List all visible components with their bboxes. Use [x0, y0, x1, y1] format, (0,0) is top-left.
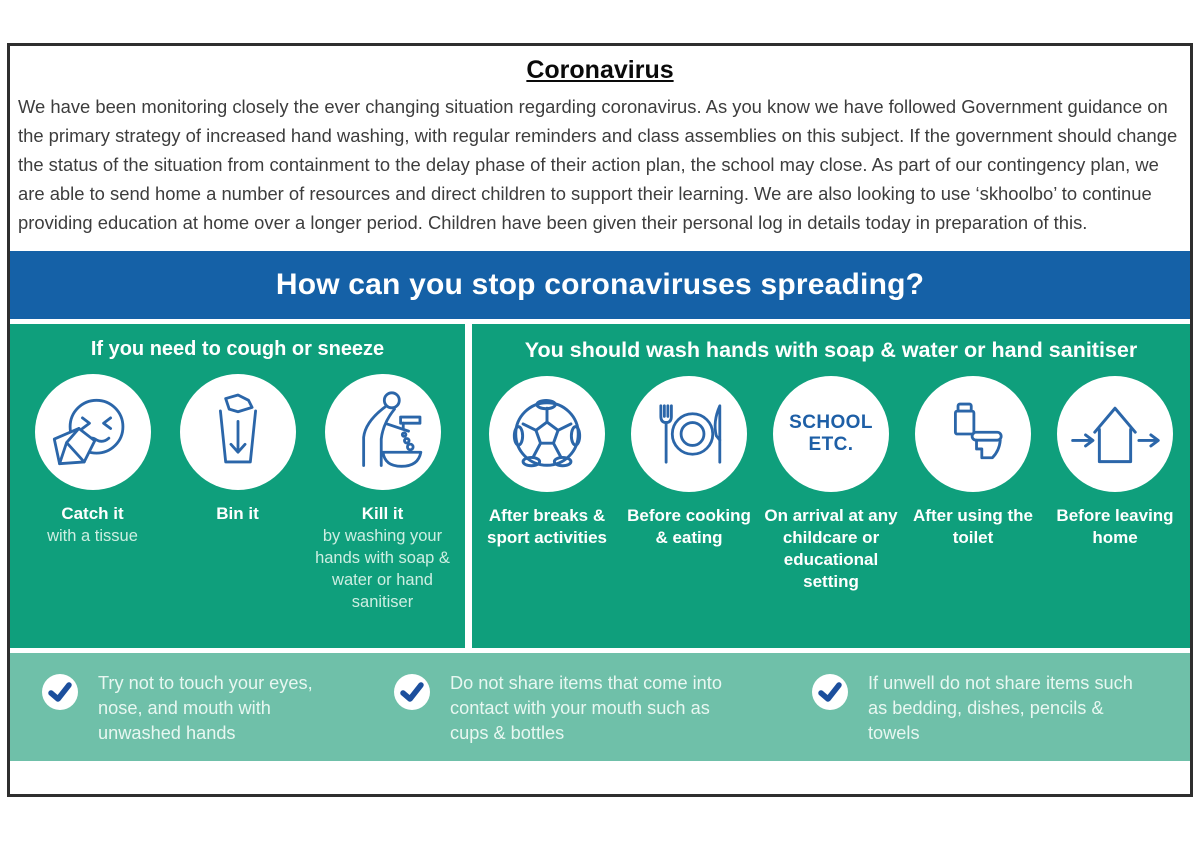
bin-it-item: [168, 374, 308, 613]
house-arrows-icon: [1057, 376, 1173, 492]
bin-icon: [180, 374, 296, 490]
spreading-banner: [10, 251, 1190, 319]
school-arrival-item: [763, 376, 899, 593]
wash-panel-header: You should wash hands with soap & water or hand sanitiser: [524, 338, 1138, 362]
infographic-panels: [10, 324, 1190, 648]
cough-icon-row: [10, 361, 465, 613]
toilet-icon: [915, 376, 1031, 492]
cough-panel-header: If you need to cough or sneeze: [90, 338, 385, 360]
item-label: After using the toilet: [913, 506, 1033, 547]
tip-text: Do not share items that come into contact with your mouth such as cups & bottles: [450, 673, 722, 743]
toilet-item: [905, 376, 1041, 593]
item-label: Catch it: [61, 504, 124, 523]
panel-divider: [465, 324, 472, 648]
item-label: Kill it: [361, 504, 404, 523]
sneeze-face-tissue-icon: [35, 374, 151, 490]
hygiene-tips-footer: [10, 653, 1190, 761]
school-etc-badge: [773, 376, 889, 492]
leaving-home-item: [1047, 376, 1183, 593]
item-label: Before leaving home: [1056, 506, 1174, 547]
handwash-icon: [325, 374, 441, 490]
item-label: On arrival at any childcare or educational setting: [764, 506, 898, 591]
item-label: Before cooking & eating: [627, 506, 751, 547]
cutlery-plate-icon: [631, 376, 747, 492]
catch-it-item: [23, 374, 163, 613]
tip-text: If unwell do not share items such as bedding, dishes, pencils & towels: [868, 673, 1133, 743]
tip-touch-face: [42, 671, 320, 746]
item-sublabel: by washing your hands with soap & water or hand sanitiser: [315, 527, 450, 611]
item-sublabel: with a tissue: [47, 527, 138, 545]
school-etc-text: SCHOOL ETC.: [789, 412, 873, 455]
page-title: Coronavirus: [526, 56, 674, 84]
check-icon: [42, 674, 78, 710]
tip-share-items-mouth: [394, 671, 750, 746]
item-label: After breaks & sport activities: [487, 506, 607, 547]
check-icon: [394, 674, 430, 710]
newsletter-document: [7, 43, 1193, 797]
football-icon: [489, 376, 605, 492]
banner-title: How can you stop coronaviruses spreading?: [275, 268, 925, 301]
cough-sneeze-panel: [10, 324, 465, 648]
tip-unwell-share: [812, 671, 1153, 746]
intro-paragraph: We have been monitoring closely the ever changing situation regarding coronavirus. As you know we have followed Government guidance on the primary strategy of increased hand washing, with regular reminders and class assemblies on this subject. If the government should change the status of the situation from containment to the delay phase of their action plan, the school may close. As part of our contingency plan, we are able to send home a number of resources and direct children to support their learning. We are also looking to use ‘skhoolbo’ to continue providing education at home over a longer period. Children have been given their personal log in details today in preparation of this.: [18, 96, 1178, 233]
after-breaks-item: [479, 376, 615, 593]
item-label: Bin it: [216, 504, 259, 523]
kill-it-item: [313, 374, 453, 613]
tip-text: Try not to touch your eyes, nose, and mouth with unwashed hands: [98, 673, 313, 743]
wash-icon-row: [472, 363, 1190, 593]
check-icon: [812, 674, 848, 710]
wash-hands-panel: [472, 324, 1190, 648]
before-cooking-item: [621, 376, 757, 593]
